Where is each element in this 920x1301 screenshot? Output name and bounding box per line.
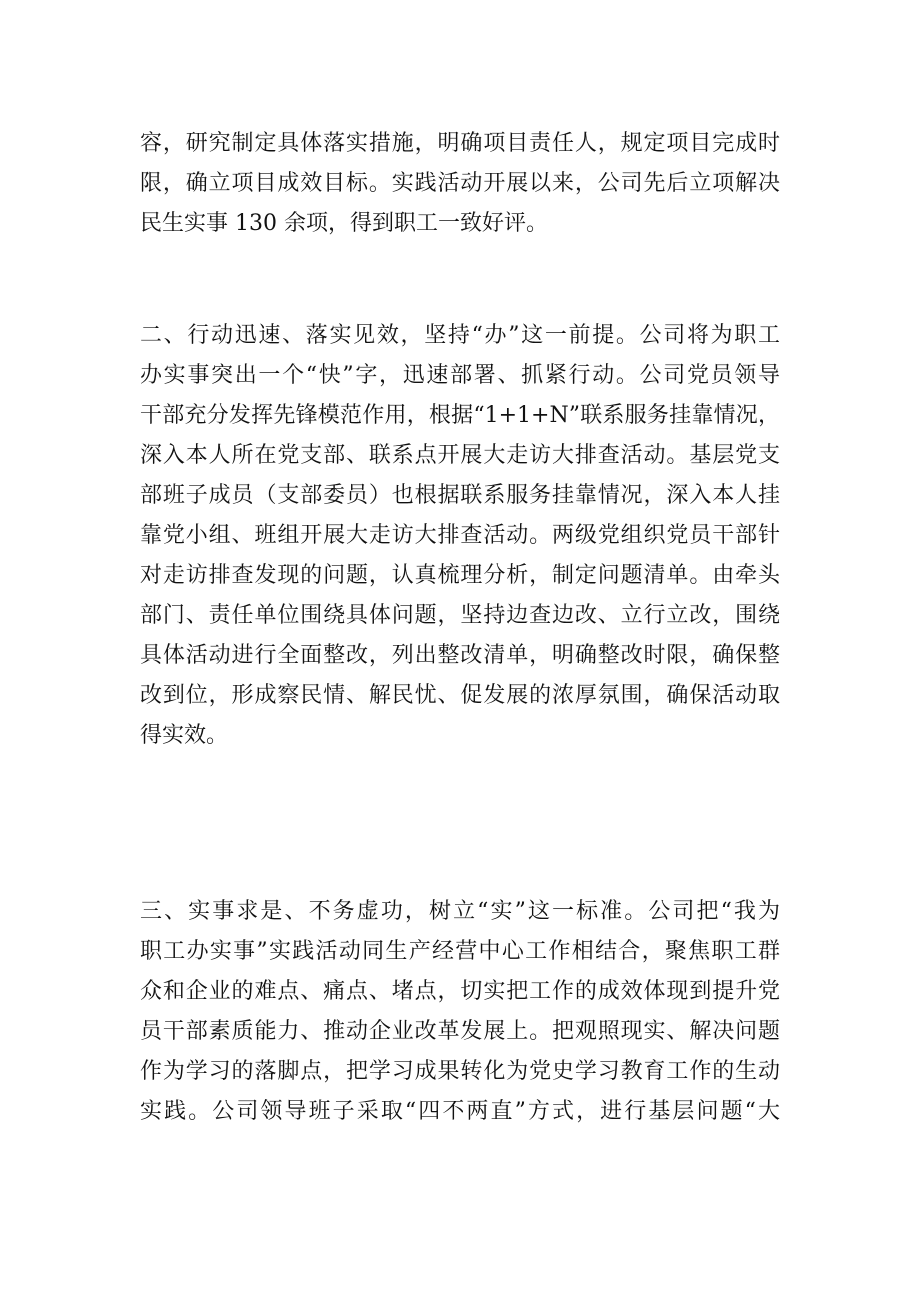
text-line: 对走访排查发现的问题，认真梳理分析，制定问题清单。由牵头 (140, 563, 780, 588)
text-line: 作为学习的落脚点，把学习成果转化为党史学习教育工作的生动 (140, 1059, 780, 1084)
text-line: 得实效。 (140, 723, 229, 748)
text-line: 限，确立项目成效目标。实践活动开展以来，公司先后立项解决 (140, 171, 780, 196)
text-line: 部班子成员（支部委员）也根据联系服务挂靠情况，深入本人挂 (140, 483, 780, 508)
text-line: 三、实事求是、不务虚功，树立“实”这一标准。公司把“我为 (140, 899, 780, 924)
text-line: 民生实事 130 余项，得到职工一致好评。 (140, 211, 548, 236)
paragraph-1 (140, 124, 780, 244)
text-line: 深入本人所在党支部、联系点开展大走访大排查活动。基层党支 (140, 443, 780, 468)
text-line: 容，研究制定具体落实措施，明确项目责任人，规定项目完成时 (140, 131, 780, 156)
text-line: 干部充分发挥先锋模范作用，根据“1+1+N”联系服务挂靠情况， (140, 403, 780, 428)
text-line: 办实事突出一个“快”字，迅速部署、抓紧行动。公司党员领导 (140, 363, 780, 388)
text-line: 实践。公司领导班子采取“四不两直”方式，进行基层问题“大 (140, 1099, 780, 1124)
text-line: 具体活动进行全面整改，列出整改清单，明确整改时限，确保整 (140, 643, 780, 668)
paragraph-3 (140, 892, 780, 1132)
text-line: 二、行动迅速、落实见效，坚持“办”这一前提。公司将为职工 (140, 323, 780, 348)
text-line: 员干部素质能力、推动企业改革发展上。把观照现实、解决问题 (140, 1019, 780, 1044)
text-line: 靠党小组、班组开展大走访大排查活动。两级党组织党员干部针 (140, 523, 780, 548)
text-line: 改到位，形成察民情、解民忧、促发展的浓厚氛围，确保活动取 (140, 683, 780, 708)
text-line: 部门、责任单位围绕具体问题，坚持边查边改、立行立改，围绕 (140, 603, 780, 628)
text-line: 众和企业的难点、痛点、堵点，切实把工作的成效体现到提升党 (140, 979, 780, 1004)
paragraph-2 (140, 316, 780, 756)
text-line: 职工办实事”实践活动同生产经营中心工作相结合，聚焦职工群 (140, 939, 780, 964)
